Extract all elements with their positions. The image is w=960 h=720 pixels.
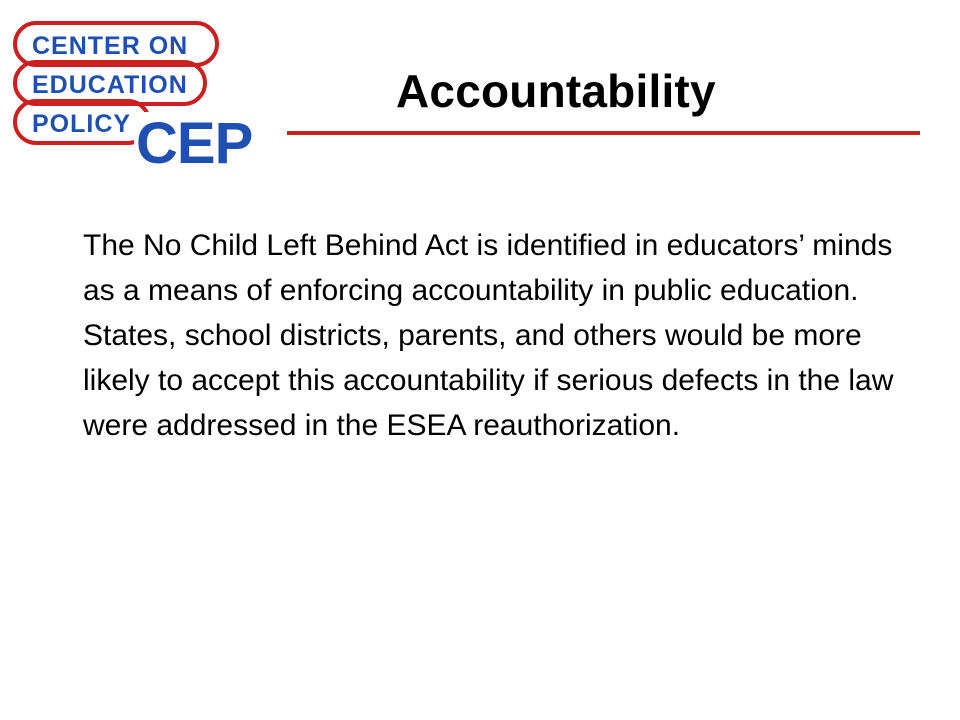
- logo-line2: EDUCATION: [32, 71, 188, 99]
- logo-line1: CENTER ON: [32, 32, 189, 60]
- logo-line3: POLICY: [32, 110, 132, 138]
- slide-title: Accountability: [396, 65, 716, 117]
- logo-acronym: CEP: [136, 111, 253, 170]
- cep-logo: [10, 20, 300, 170]
- cep-logo-graphic: [10, 20, 300, 170]
- title-divider: [287, 131, 920, 135]
- slide-body-text: The No Child Left Behind Act is identified in educators’ minds as a means of enforcing accountability in public education. States, school districts, parents, and others would be more likely to accept this accountability if serious defects in the law were addressed in the ESEA reauthorization.: [83, 229, 894, 442]
